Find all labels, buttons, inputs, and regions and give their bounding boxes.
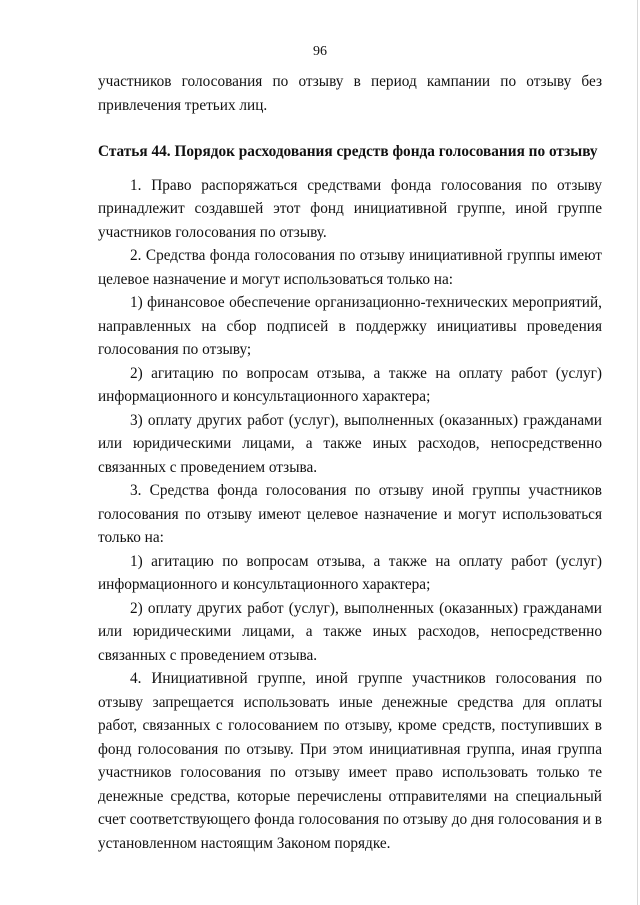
paragraph-3: 3. Средства фонда голосования по отзыву иной группы участников голосования по отзыву имеют целевое назначение и могут использоваться только на: <box>98 482 602 546</box>
scan-edge-line <box>637 0 638 905</box>
paragraph-2-item-3: 3) оплату других работ (услуг), выполненных (оказанных) гражданами или юридическими лицами, а также иных расходов, непосредственно связанных с проведением отзыва. <box>98 411 602 476</box>
page-number: 96 <box>313 44 327 59</box>
paragraph-2-item-2: 2) агитацию по вопросам отзыва, а также на оплату работ (услуг) информационного и консультационного характера; <box>98 364 602 405</box>
paragraph-2: 2. Средства фонда голосования по отзыву инициативной группы имеют целевое назначение и могут использоваться только на: <box>98 247 602 288</box>
paragraph-3-item-1: 1) агитацию по вопросам отзыва, а также на оплату работ (услуг) информационного и консультационного характера; <box>98 552 602 593</box>
paragraph-3-item-2: 2) оплату других работ (услуг), выполненных (оказанных) гражданами или юридическими лицами, а также иных расходов, непосредственно связанных с проведением отзыва. <box>98 599 602 664</box>
paragraph-continuation: участников голосования по отзыву в период кампании по отзыву без привлечения третьих лиц. <box>98 73 602 114</box>
paragraph-1: 1. Право распоряжаться средствами фонда голосования по отзыву принадлежит создавшей этот фонд инициативной группе, иной группе участников голосования по отзыву. <box>98 176 602 241</box>
paragraph-4: 4. Инициативной группе, иной группе участников голосования по отзыву запрещается использовать иные денежные средства для оплаты работ, связанных с голосованием по отзыву, кроме средств, поступивших в фонд голосования по отзыву. При этом инициативная группа, иная группа участников голосования по отзыву имеет право использовать только те денежные средства, которые перечислены отправителями на специальный счет соответствующего фонда голосования по отзыву до дня голосования и в установленном настоящим Законом порядке. <box>98 670 602 852</box>
article-heading: Статья 44. Порядок расходования средств фонда голосования по отзыву <box>98 143 598 160</box>
document-body <box>98 70 602 855</box>
paragraph-2-item-1: 1) финансовое обеспечение организационно-технических мероприятий, направленных на сбор подписей в поддержку инициативы проведения голосования по отзыву; <box>98 294 602 358</box>
